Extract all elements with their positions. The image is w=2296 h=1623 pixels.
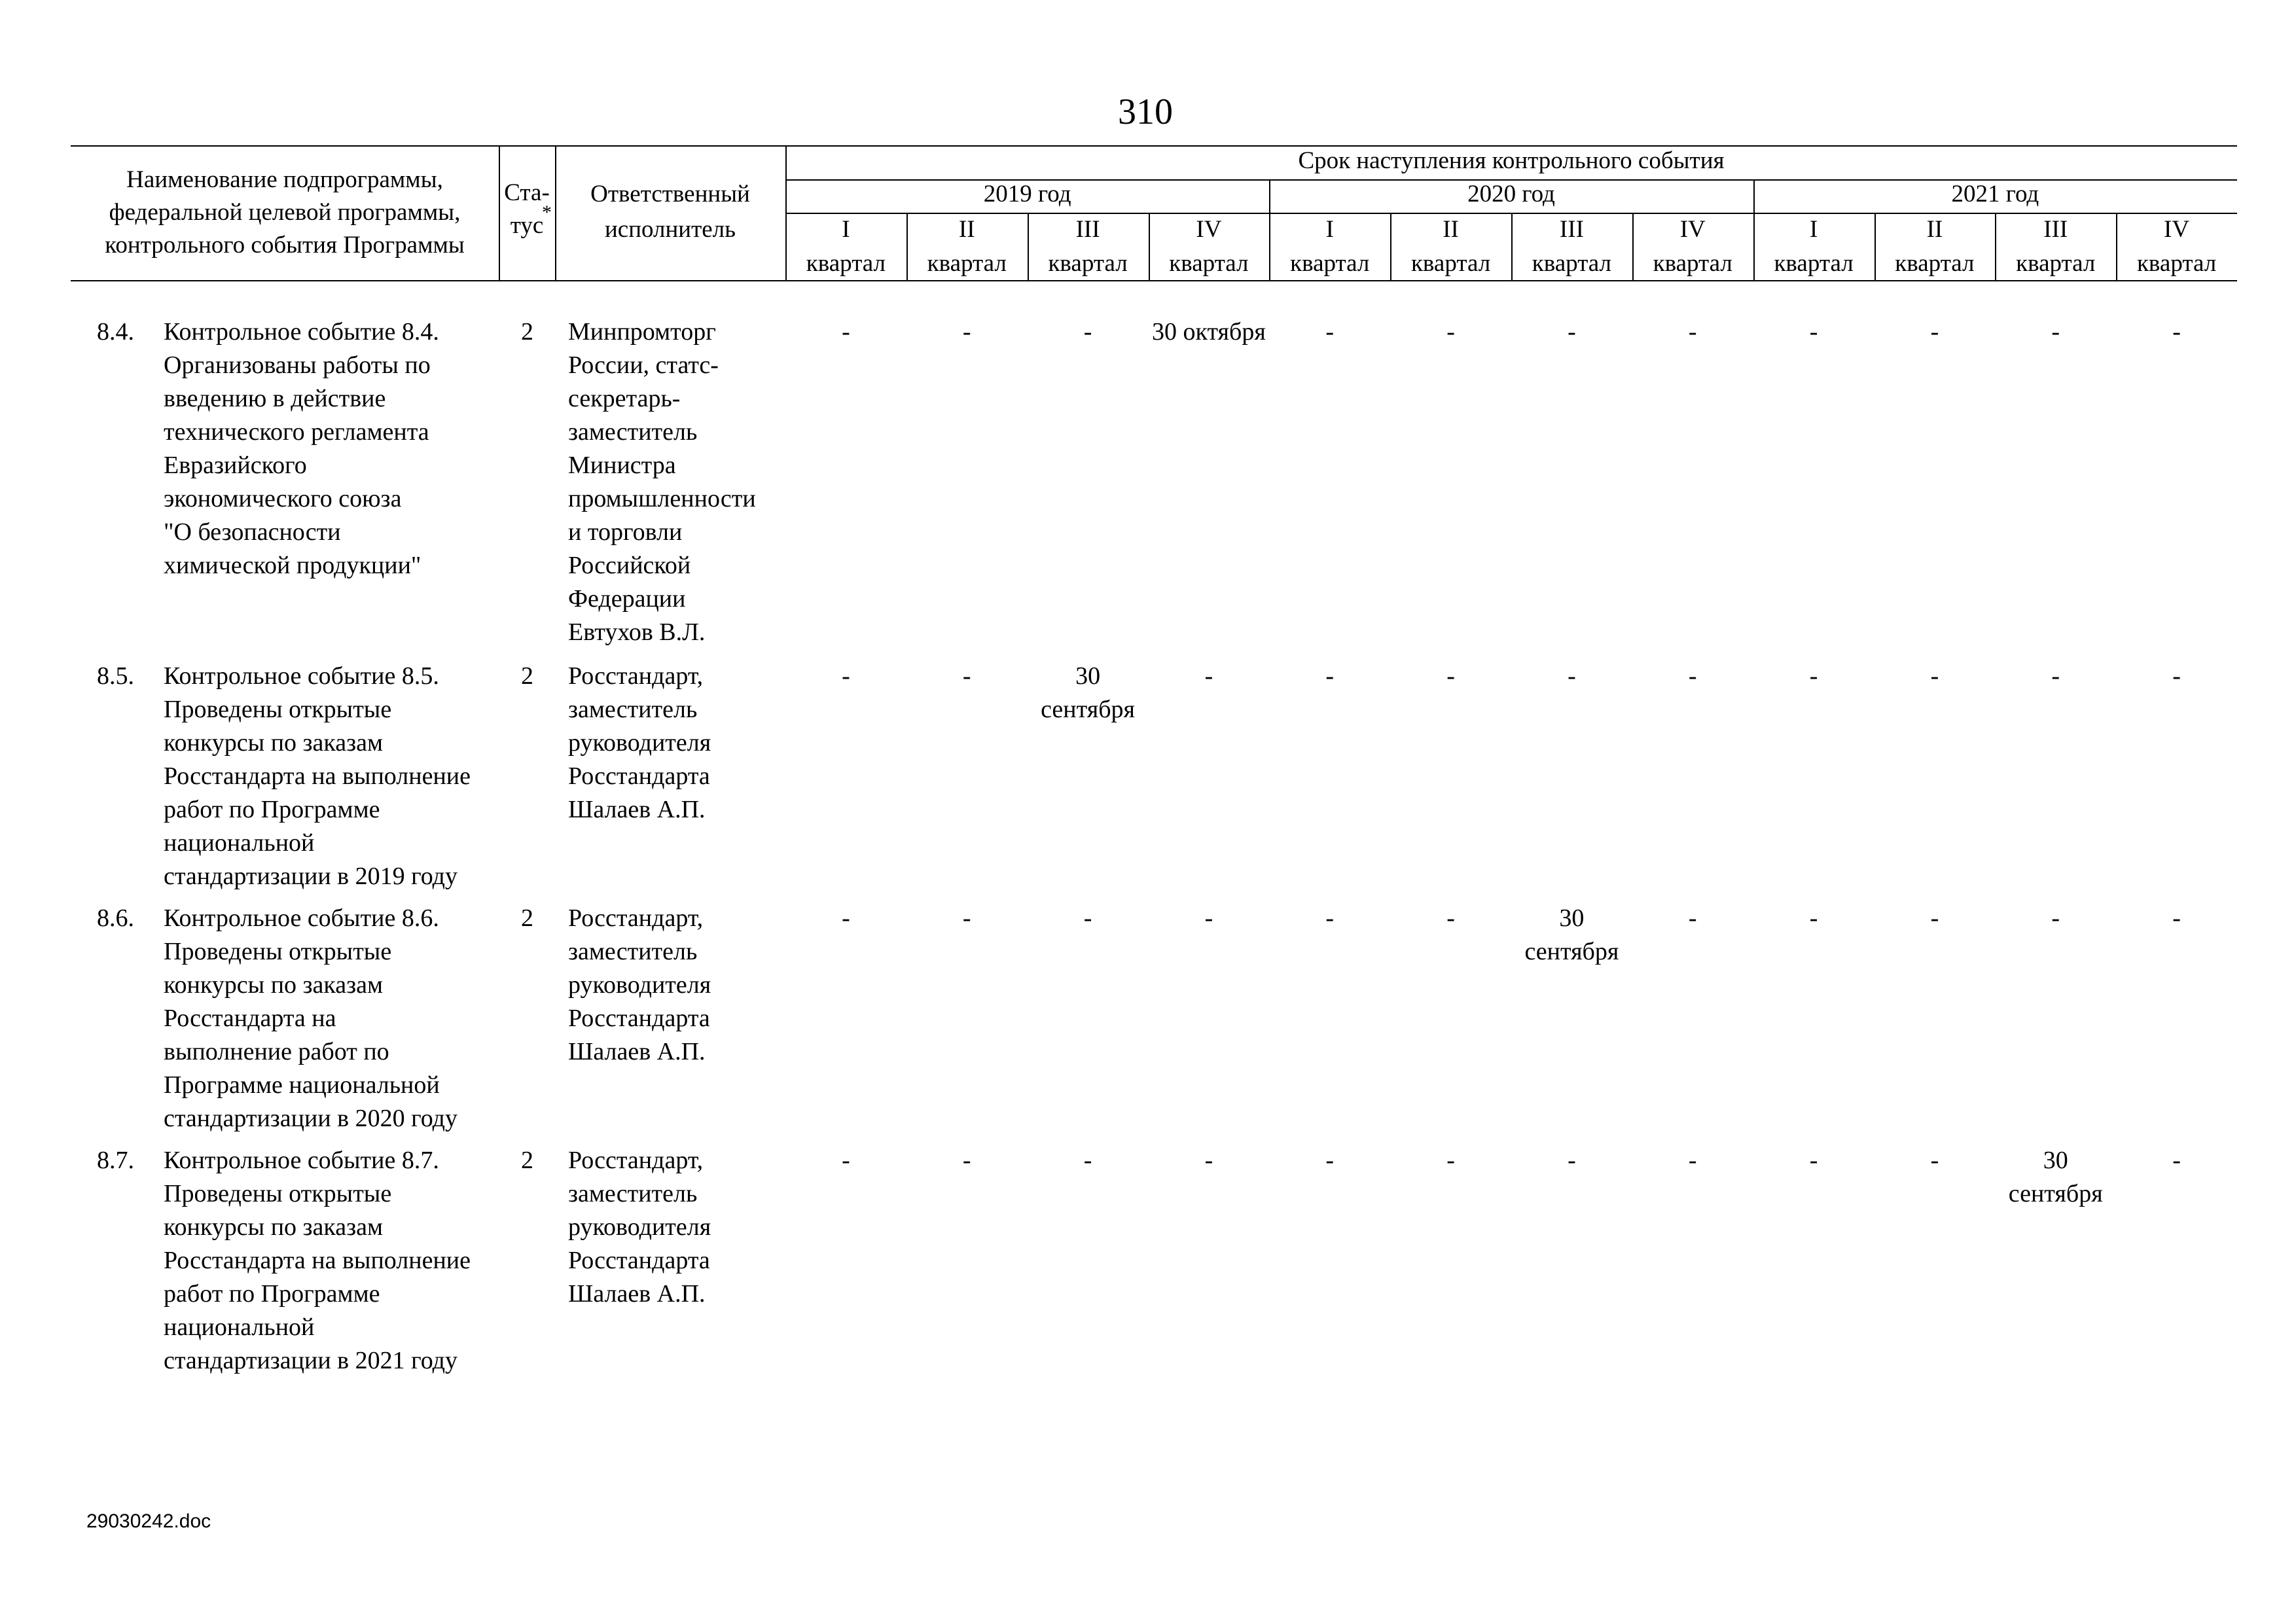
row-responsible-line: руководителя	[568, 1213, 711, 1241]
header-quarter-word: квартал	[1048, 250, 1128, 277]
header-quarter-numeral: I	[1325, 216, 1334, 243]
row-responsible-line: заместитель	[568, 938, 698, 965]
row-quarter-cell: -	[1688, 1147, 1697, 1174]
row-name-line: Контрольное событие 8.7.	[164, 1147, 439, 1174]
row-quarter-cell: -	[1930, 1147, 1939, 1174]
row-name-line: конкурсы по заказам	[164, 729, 384, 757]
header-status-mark: *	[542, 202, 552, 223]
row-name-line: стандартизации в 2020 году	[164, 1105, 457, 1132]
row-number: 8.6.	[97, 904, 134, 932]
row-quarter-cell: -	[1809, 904, 1818, 932]
row-quarter-cell: 30 сентября	[1524, 904, 1619, 965]
header-quarter-numeral: I	[842, 216, 850, 243]
header-quarter-numeral: II	[1926, 216, 1943, 243]
row-name-line: Проведены открытые	[164, 1180, 392, 1207]
header-quarter-numeral: III	[1075, 216, 1100, 243]
header-quarter-word: квартал	[1653, 250, 1732, 277]
header-quarter-word: квартал	[1774, 250, 1854, 277]
header-year-1: 2020 год	[1467, 181, 1555, 207]
row-quarter-cell: 30 октября	[1151, 318, 1266, 346]
row-quarter-cell: -	[1809, 662, 1818, 690]
row-responsible-line: промышленности	[568, 485, 756, 512]
header-name-line: контрольного события Программы	[105, 232, 465, 259]
row-responsible-line: Росстандарт,	[568, 1147, 704, 1174]
header-quarter-word: квартал	[1169, 250, 1249, 277]
row-quarter-cell: -	[962, 1147, 971, 1174]
header-quarter-numeral: III	[2043, 216, 2068, 243]
row-quarter-cell: -	[1446, 662, 1455, 690]
row-responsible-line: Минпромторг	[568, 318, 716, 346]
header-responsible-line: исполнитель	[604, 216, 736, 243]
row-quarter-cell: -	[1688, 318, 1697, 346]
row-quarter-cell: -	[2051, 904, 2060, 932]
header-status-line: тус	[510, 212, 544, 239]
row-responsible-line: и торговли	[568, 518, 683, 546]
row-responsible-line: Росстандарта	[568, 1005, 710, 1032]
row-responsible-line: Евтухов В.Л.	[568, 618, 706, 646]
row-name-line: Контрольное событие 8.6.	[164, 904, 439, 932]
row-name-line: экономического союза	[164, 485, 402, 512]
header-quarter-word: квартал	[927, 250, 1007, 277]
row-quarter-cell: -	[842, 662, 850, 690]
row-responsible-line: Росстандарта	[568, 1247, 710, 1274]
row-status: 2	[521, 662, 533, 690]
row-quarter-cell: -	[1204, 1147, 1213, 1174]
row-quarter-cell: -	[1930, 904, 1939, 932]
row-responsible-line: Федерации	[568, 585, 686, 613]
row-quarter-cell: -	[1446, 318, 1455, 346]
header-quarter-numeral: II	[958, 216, 975, 243]
row-name-line: конкурсы по заказам	[164, 1213, 384, 1241]
row-quarter-cell: -	[2172, 1147, 2181, 1174]
row-quarter-cell: -	[962, 662, 971, 690]
row-responsible-line: руководителя	[568, 729, 711, 757]
row-quarter-cell: -	[1325, 318, 1335, 346]
row-name-line: Росстандарта на	[164, 1005, 336, 1032]
header-quarter-numeral: II	[1443, 216, 1459, 243]
header-quarter-numeral: III	[1559, 216, 1584, 243]
row-quarter-cell: -	[1930, 662, 1939, 690]
header-quarter-word: квартал	[2016, 250, 2096, 277]
row-quarter-cell: -	[1688, 904, 1697, 932]
row-quarter-cell: -	[1688, 662, 1697, 690]
row-name-line: выполнение работ по	[164, 1038, 389, 1065]
row-quarter-cell: 30 сентября	[2008, 1147, 2103, 1207]
row-quarter-cell: -	[1568, 318, 1576, 346]
row-name-line: национальной	[164, 1313, 315, 1341]
row-name-line: стандартизации в 2021 году	[164, 1347, 457, 1374]
row-name-line: химической продукции"	[164, 552, 422, 579]
row-quarter-cell: -	[1809, 318, 1818, 346]
row-responsible-line: Российской	[568, 552, 691, 579]
row-quarter-cell: -	[1204, 662, 1213, 690]
page-number: 310	[1118, 92, 1173, 132]
row-quarter-cell: -	[1083, 318, 1092, 346]
header-status-line: Ста-	[504, 179, 550, 206]
header-quarter-word: квартал	[1532, 250, 1612, 277]
row-name-line: Проведены открытые	[164, 938, 392, 965]
row-responsible-line: Росстандарт,	[568, 904, 704, 932]
header-bottom-rule	[71, 280, 2237, 281]
row-name-line: "О безопасности	[164, 518, 341, 546]
row-name-line: Контрольное событие 8.4.	[164, 318, 439, 346]
header-responsible-line: Ответственный	[590, 181, 750, 207]
row-responsible-line: России, статс-	[568, 351, 719, 379]
row-quarter-cell: -	[842, 318, 850, 346]
row-quarter-cell: -	[1083, 904, 1092, 932]
row-responsible-line: заместитель	[568, 696, 698, 723]
row-quarter-cell: -	[2051, 662, 2060, 690]
document-file-name: 29030242.doc	[86, 1510, 211, 1532]
divider-status-right	[555, 145, 556, 280]
row-quarter-cell: -	[1446, 904, 1455, 932]
row-responsible-line: Министра	[568, 452, 676, 479]
row-name-line: стандартизации в 2019 году	[164, 863, 457, 890]
row-number: 8.5.	[97, 662, 134, 690]
row-quarter-cell: -	[1446, 1147, 1455, 1174]
row-status: 2	[521, 1147, 533, 1174]
row-quarter-cell: 30 сентября	[1041, 662, 1136, 723]
row-responsible-line: Шалаев А.П.	[568, 796, 706, 823]
header-year-0: 2019 год	[983, 181, 1071, 207]
row-name-line: Контрольное событие 8.5.	[164, 662, 439, 690]
row-quarter-cell: -	[1930, 318, 1939, 346]
row-quarter-cell: -	[962, 904, 971, 932]
header-quarter-numeral: I	[1809, 216, 1818, 243]
row-name-line: Росстандарта на выполнение	[164, 762, 471, 790]
header-quarter-word: квартал	[1410, 250, 1491, 277]
row-responsible-line: Росстандарта	[568, 762, 710, 790]
header-name-line: федеральной целевой программы,	[109, 199, 461, 226]
header-quarter-word: квартал	[2136, 250, 2217, 277]
row-quarter-cell: -	[842, 1147, 850, 1174]
row-quarter-cell: -	[1083, 1147, 1092, 1174]
header-quarter-numeral: IV	[1196, 216, 1222, 243]
row-name-line: введению в действие	[164, 385, 386, 412]
row-quarter-cell: -	[842, 904, 850, 932]
row-quarter-cell: -	[1568, 662, 1576, 690]
header-deadline-title: Срок наступления контрольного события	[1298, 147, 1725, 174]
header-quarter-word: квартал	[1895, 250, 1975, 277]
row-responsible-line: секретарь-	[568, 385, 681, 412]
row-responsible-line: заместитель	[568, 1180, 698, 1207]
row-responsible-line: Шалаев А.П.	[568, 1280, 706, 1308]
header-quarter-numeral: IV	[1679, 216, 1706, 243]
row-number: 8.4.	[97, 318, 134, 346]
header-quarter-numeral: IV	[2164, 216, 2190, 243]
row-name-line: Программе национальной	[164, 1071, 440, 1099]
row-quarter-cell: -	[2172, 904, 2181, 932]
row-quarter-cell: -	[1325, 662, 1335, 690]
row-status: 2	[521, 318, 533, 346]
row-responsible-line: Шалаев А.П.	[568, 1038, 706, 1065]
row-name-line: Евразийского	[164, 452, 307, 479]
row-responsible-line: заместитель	[568, 418, 698, 446]
row-name-line: работ по Программе	[164, 1280, 380, 1308]
row-number: 8.7.	[97, 1147, 134, 1174]
row-quarter-cell: -	[1568, 1147, 1576, 1174]
row-quarter-cell: -	[2051, 318, 2060, 346]
row-name-line: конкурсы по заказам	[164, 971, 384, 999]
row-name-line: Организованы работы по	[164, 351, 431, 379]
row-status: 2	[521, 904, 533, 932]
row-quarter-cell: -	[1204, 904, 1213, 932]
row-name-line: технического регламента	[164, 418, 429, 446]
row-quarter-cell: -	[962, 318, 971, 346]
row-responsible-line: Росстандарт,	[568, 662, 704, 690]
header-quarter-word: квартал	[806, 250, 886, 277]
row-quarter-cell: -	[1325, 904, 1335, 932]
row-responsible-line: руководителя	[568, 971, 711, 999]
row-quarter-cell: -	[2172, 662, 2181, 690]
row-quarter-cell: -	[2172, 318, 2181, 346]
row-quarter-cell: -	[1325, 1147, 1335, 1174]
header-year-2: 2021 год	[1951, 181, 2039, 207]
row-name-line: Проведены открытые	[164, 696, 392, 723]
row-name-line: работ по Программе	[164, 796, 380, 823]
row-name-line: национальной	[164, 829, 315, 857]
row-quarter-cell: -	[1809, 1147, 1818, 1174]
header-quarter-word: квартал	[1290, 250, 1370, 277]
header-name-line: Наименование подпрограммы,	[126, 166, 443, 193]
row-name-line: Росстандарта на выполнение	[164, 1247, 471, 1274]
